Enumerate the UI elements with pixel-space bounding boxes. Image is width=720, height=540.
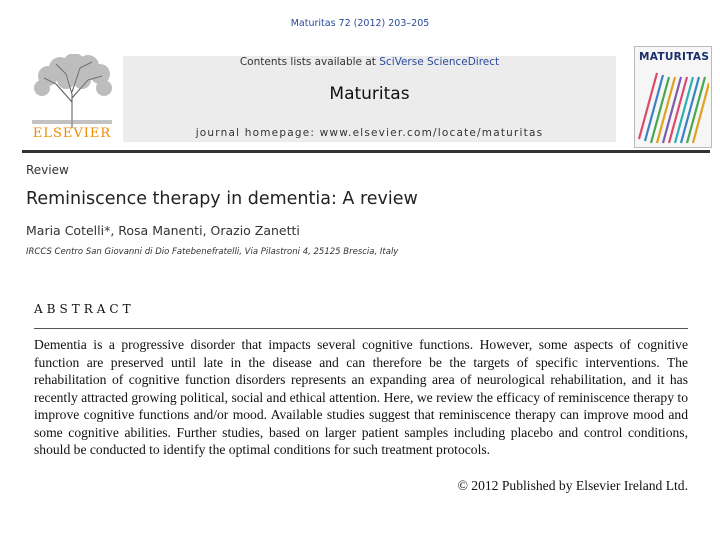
contents-line	[123, 56, 616, 68]
journal-citation	[0, 18, 720, 29]
abstract-body	[34, 336, 688, 459]
cover-art-icon	[637, 69, 709, 145]
publisher-logo	[22, 46, 122, 146]
journal-header	[22, 46, 710, 146]
journal-name: Maturitas	[329, 84, 410, 104]
journal-cover-image	[634, 46, 712, 148]
citation-link[interactable]: Maturitas 72 (2012) 203–205	[290, 18, 430, 29]
author-list: Maria Cotelli*, Rosa Manenti, Orazio Zanetti	[26, 223, 300, 238]
copyright-notice: © 2012 Published by Elsevier Ireland Ltd.	[457, 478, 688, 493]
author-affiliation: IRCCS Centro San Giovanni di Dio Fatebenefratelli, Via Pilastroni 4, 25125 Brescia, Italy	[26, 247, 399, 257]
publisher-name: ELSEVIER	[32, 126, 112, 141]
journal-info-box	[123, 56, 616, 142]
cover-title: MATURITAS	[639, 51, 710, 63]
abstract-text: Dementia is a progressive disorder that impacts several cognitive functions. However, some aspects of cognitive function are preserved until late in the disease and can therefore be the targets of specific interventions. The rehabilitation of cognitive function disorders represents an expanding area of neurological rehabilitation, and it has recently attracted growing political, social and ethical attention. Here, we review the efficacy of reminiscence therapy to improve cognitive functions and/or mood. Available studies suggest that reminiscence therapy can improve mood and some cognitive abilities. Further studies, based on larger patient samples including placebo and control conditions, should be conducted to identify the optimal conditions for such treatment protocols.	[34, 337, 688, 457]
homepage-prefix: journal homepage:	[195, 127, 320, 139]
article-type-label: Review	[26, 163, 69, 177]
abstract-heading: ABSTRACT	[34, 302, 135, 316]
homepage-link[interactable]: www.elsevier.com/locate/maturitas	[319, 127, 544, 139]
abstract-divider	[34, 328, 688, 329]
elsevier-tree-icon	[26, 54, 118, 128]
contents-prefix: Contents lists available at	[239, 56, 380, 68]
header-divider	[22, 150, 710, 153]
article-title: Reminiscence therapy in dementia: A review	[26, 189, 418, 209]
sciencedirect-link[interactable]: SciVerse ScienceDirect	[379, 56, 500, 68]
homepage-line	[123, 127, 616, 139]
